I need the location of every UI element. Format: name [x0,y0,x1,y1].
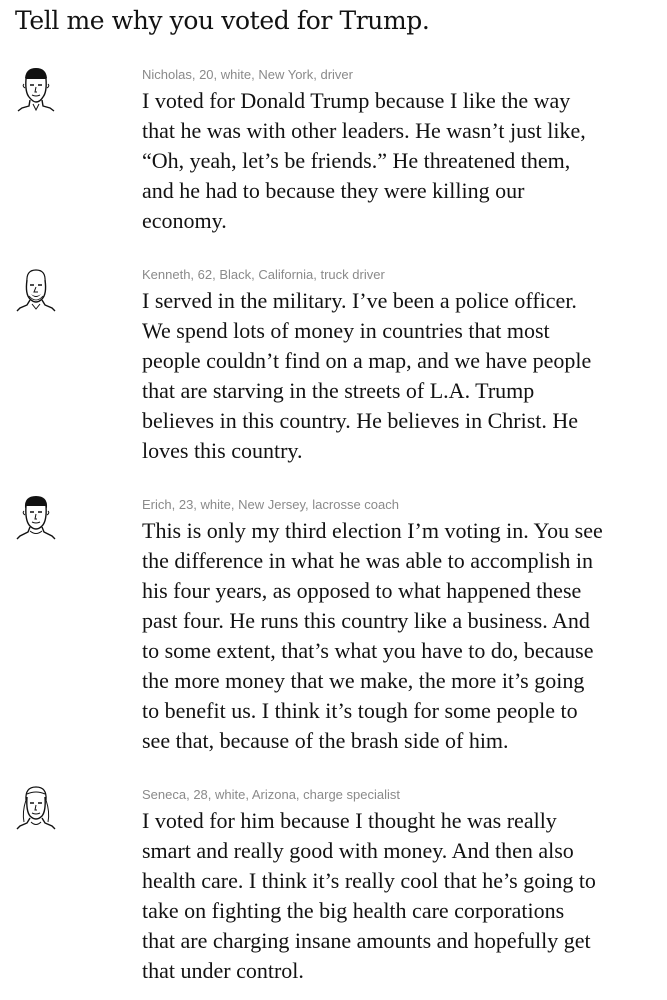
portrait-sketch-icon [12,64,60,112]
speaker-meta: Nicholas, 20, white, New York, driver [142,67,353,82]
quote-line: health care. I think it’s really cool that he’s going to [142,868,596,893]
portrait-sketch-icon [12,492,60,540]
quote-line: the more money that we make, the more it’s going [142,668,585,693]
quote-line: believes in this country. He believes in Christ. He [142,408,579,433]
page-title: Tell me why you voted for Trump. [15,6,430,35]
quote-line: I served in the military. I’ve been a police officer. [142,288,577,313]
quote-line: that are starving in the streets of L.A. Trump [142,378,535,403]
quote-line: and he had to because they were killing our [142,178,525,203]
quote-text [142,286,642,466]
quote-line: see that, because of the brash side of him. [142,728,509,753]
quote-line: his four years, as opposed to what happened these [142,578,582,603]
quote-text [142,86,642,236]
quote-line: I voted for him because I thought he was really [142,808,557,833]
quote-line: that are charging insane amounts and hopefully get [142,928,591,953]
quote-line: to benefit us. I think it’s tough for some people to [142,698,578,723]
quote-line: past four. He runs this country like a business. And [142,608,590,633]
quote-line: I voted for Donald Trump because I like the way [142,88,571,113]
quote-line: This is only my third election I’m voting in. You see [142,518,603,543]
quote-line: to some extent, that’s what you have to do, because [142,638,594,663]
quote-line: smart and really good with money. And then also [142,838,574,863]
quote-line: that under control. [142,958,304,983]
quote-line: the difference in what he was able to accomplish in [142,548,594,573]
speaker-meta: Seneca, 28, white, Arizona, charge specialist [142,787,400,802]
quote-text [142,806,642,986]
quote-line: We spend lots of money in countries that most [142,318,550,343]
quote-line: economy. [142,208,227,233]
portrait-sketch-icon [12,782,60,830]
quote-line: that he was with other leaders. He wasn’t just like, [142,118,586,143]
portrait-sketch-icon [12,264,60,312]
speaker-meta: Kenneth, 62, Black, California, truck driver [142,267,385,282]
quote-line: “Oh, yeah, let’s be friends.” He threatened them, [142,148,571,173]
quote-text [142,516,642,756]
quote-line: loves this country. [142,438,303,463]
quote-line: take on fighting the big health care corporations [142,898,565,923]
quote-line: people couldn’t find on a map, and we have people [142,348,592,373]
speaker-meta: Erich, 23, white, New Jersey, lacrosse coach [142,497,399,512]
